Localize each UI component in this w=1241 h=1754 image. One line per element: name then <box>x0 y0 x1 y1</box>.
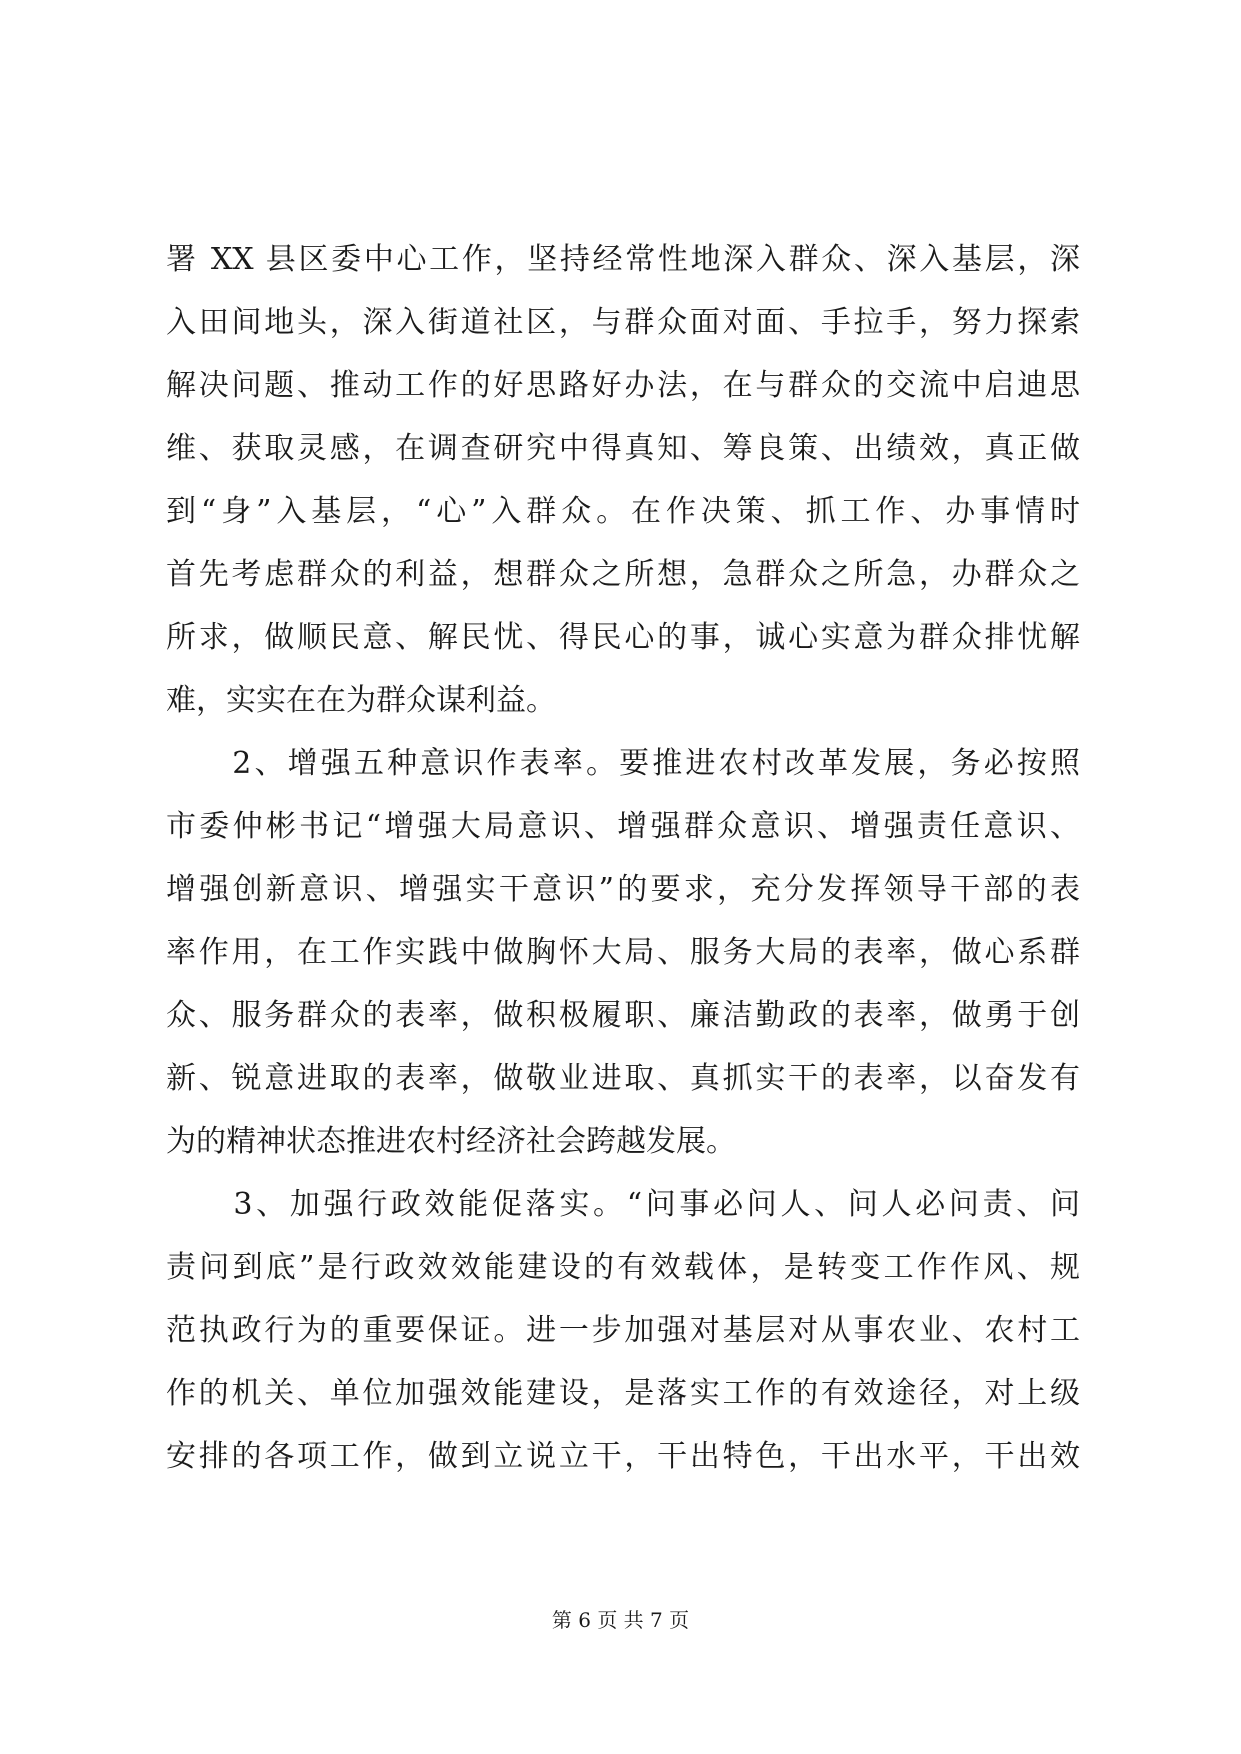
text-line: 维、获取灵感，在调查研究中得真知、筹良策、出绩效，真正做 <box>166 431 1080 466</box>
text-line: 责问到底”是行政效效能建设的有效载体，是转变工作作风、规 <box>166 1250 1080 1285</box>
text-line: 解决问题、推动工作的好思路好办法，在与群众的交流中启迪思 <box>166 368 1080 403</box>
text-line: 安排的各项工作，做到立说立干，干出特色，干出水平，干出效 <box>166 1439 1080 1474</box>
text-line: 2、增强五种意识作表率。要推进农村改革发展，务必按照 <box>166 746 1080 781</box>
text-line: 3、加强行政效能促落实。“问事必问人、问人必问责、问 <box>166 1187 1080 1222</box>
text-line: 署 XX 县区委中心工作，坚持经常性地深入群众、深入基层，深 <box>166 242 1080 277</box>
text-line: 首先考虑群众的利益，想群众之所想，急群众之所急，办群众之 <box>166 557 1080 592</box>
text-line: 新、锐意进取的表率，做敬业进取、真抓实干的表率，以奋发有 <box>166 1061 1080 1096</box>
text-line: 入田间地头，深入街道社区，与群众面对面、手拉手，努力探索 <box>166 305 1080 340</box>
text-line: 难，实实在在为群众谋利益。 <box>166 683 556 718</box>
text-line: 到“身”入基层，“心”入群众。在作决策、抓工作、办事情时 <box>166 494 1080 529</box>
text-line: 率作用，在工作实践中做胸怀大局、服务大局的表率，做心系群 <box>166 935 1080 970</box>
text-line: 市委仲彬书记“增强大局意识、增强群众意识、增强责任意识、 <box>166 809 1080 844</box>
text-line: 为的精神状态推进农村经济社会跨越发展。 <box>166 1124 736 1159</box>
text-line: 增强创新意识、增强实干意识”的要求，充分发挥领导干部的表 <box>166 872 1080 907</box>
body-text <box>166 228 1080 1488</box>
page-footer: 第 6 页 共 7 页 <box>551 1608 690 1632</box>
text-line: 众、服务群众的表率，做积极履职、廉洁勤政的表率，做勇于创 <box>166 998 1080 1033</box>
text-line: 作的机关、单位加强效能建设，是落实工作的有效途径，对上级 <box>166 1376 1080 1411</box>
text-line: 所求，做顺民意、解民忧、得民心的事，诚心实意为群众排忧解 <box>166 620 1080 655</box>
text-line: 范执政行为的重要保证。进一步加强对基层对从事农业、农村工 <box>166 1313 1080 1348</box>
